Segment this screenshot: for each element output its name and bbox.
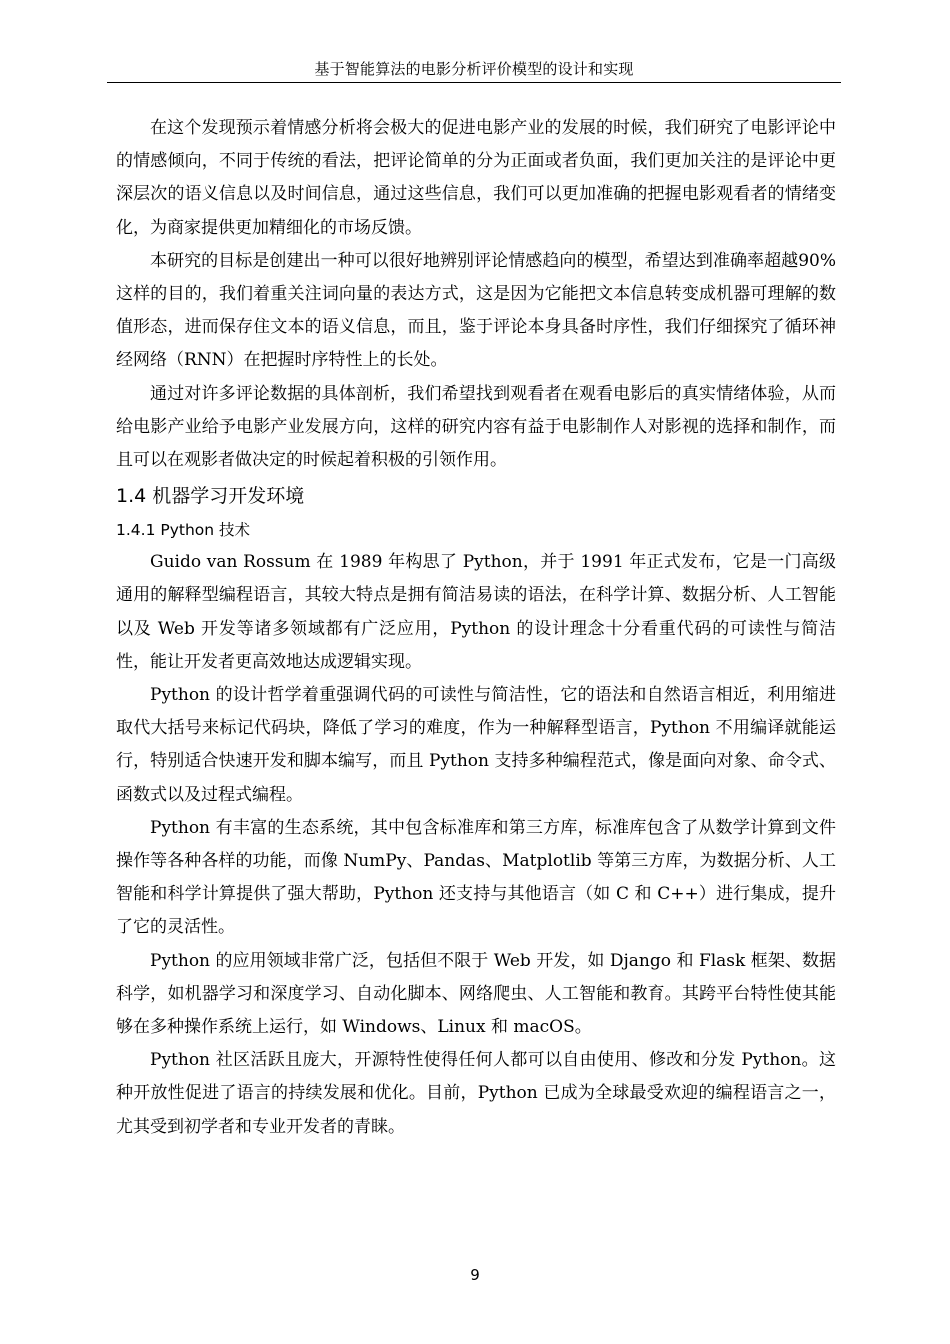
section-heading: 1.4 机器学习开发环境 bbox=[116, 485, 305, 508]
paragraph: Python 的设计哲学着重强调代码的可读性与简洁性，它的语法和自然语言相近，利用缩进取代大括号来标记代码块，降低了学习的难度，作为一种解释型语言，Python 不用编译就能运行，特别适合快速开发和脚本编写，而且 Python 支持多种编程范式，像是面向对象、命令式、函数式以及过程式编程。 bbox=[116, 685, 836, 805]
paragraph: Python 的应用领域非常广泛，包括但不限于 Web 开发，如 Django 和 Flask 框架、数据科学，如机器学习和深度学习、自动化脚本、网络爬虫、人工智能和教育。其跨平台特性使其能够在多种操作系统上运行，如 Windows、Linux 和 macOS。 bbox=[116, 950, 836, 1038]
paragraph: Python 有丰富的生态系统，其中包含标准库和第三方库，标准库包含了从数学计算到文件操作等各种各样的功能，而像 NumPy、Pandas、Matplotlib 等第三方库，为数据分析、人工智能和科学计算提供了强大帮助，Python 还支持与其他语言（如 C 和 C++）进行集成，提升了它的灵活性。 bbox=[116, 817, 836, 938]
paragraph: 在这个发现预示着情感分析将会极大的促进电影产业的发展的时候，我们研究了电影评论中的情感倾向，不同于传统的看法，把评论简单的分为正面或者负面，我们更加关注的是评论中更深层次的语义信息以及时间信息，通过这些信息，我们可以更加准确的把握电影观看者的情绪变化，为商家提供更加精细化的市场反馈。 bbox=[116, 118, 836, 238]
paragraph: 本研究的目标是创建出一种可以很好地辨别评论情感趋向的模型，希望达到准确率超越90%这样的目的，我们着重关注词向量的表达方式，这是因为它能把文本信息转变成机器可理解的数值形态，进而保存住文本的语义信息，而且，鉴于评论本身具备时序性，我们仔细探究了循环神经网络（RNN）在把握时序特性上的长处。 bbox=[116, 250, 836, 371]
running-header: 基于智能算法的电影分析评价模型的设计和实现 bbox=[314, 60, 634, 78]
document-body bbox=[116, 112, 836, 1144]
paragraph: Guido van Rossum 在 1989 年构思了 Python，并于 1991 年正式发布，它是一门高级通用的解释型编程语言，其较大特点是拥有简洁易读的语法，在科学计算、数据分析、人工智能以及 Web 开发等诸多领域都有广泛应用，Python 的设计理念十分看重代码的可读性与简洁性，能让开发者更高效地达成逻辑实现。 bbox=[116, 552, 836, 672]
subsection-heading: 1.4.1 Python 技术 bbox=[116, 521, 251, 540]
header-rule bbox=[107, 82, 841, 83]
page-number: 9 bbox=[470, 1266, 480, 1284]
paragraph: Python 社区活跃且庞大，开源特性使得任何人都可以自由使用、修改和分发 Python。这种开放性促进了语言的持续发展和优化。目前，Python 已成为全球最受欢迎的编程语言之一，尤其受到初学者和专业开发者的青睐。 bbox=[116, 1050, 836, 1137]
paragraph: 通过对许多评论数据的具体剖析，我们希望找到观看者在观看电影后的真实情绪体验，从而给电影产业给予电影产业发展方向，这样的研究内容有益于电影制作人对影视的选择和制作，而且可以在观影者做决定的时候起着积极的引领作用。 bbox=[116, 383, 836, 471]
